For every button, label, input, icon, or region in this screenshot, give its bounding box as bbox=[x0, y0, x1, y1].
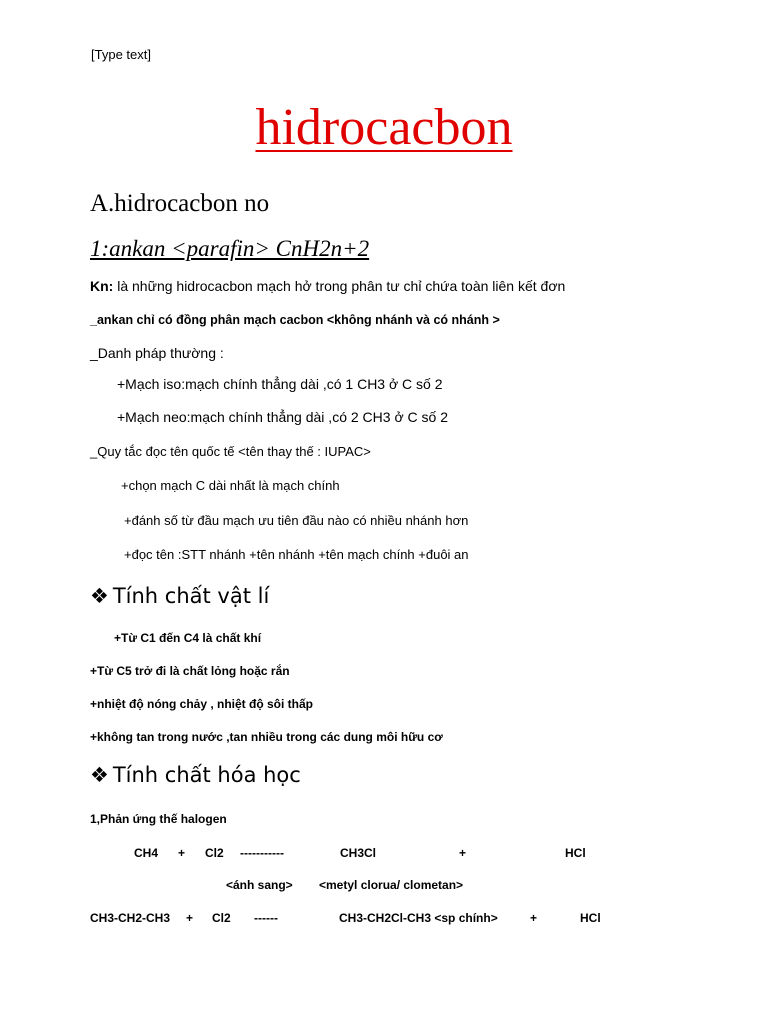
chemical-properties-heading bbox=[90, 763, 301, 787]
definition-label: Kn: bbox=[90, 278, 114, 294]
eq1-plus-1: + bbox=[178, 846, 186, 860]
eq1-product-name: <metyl clorua/ clometan> bbox=[319, 878, 464, 892]
physical-prop-4: +không tan trong nước ,tan nhiều trong các dung môi hữu cơ bbox=[90, 730, 443, 744]
diamond-bullet-icon: ❖ bbox=[90, 584, 109, 608]
eq1-product-1: CH3Cl bbox=[340, 846, 377, 860]
iupac-rule-heading: _Quy tắc đọc tên quốc tế <tên thay thế : IUPAC> bbox=[90, 444, 371, 459]
definition-text: là những hidrocacbon mạch hở trong phân tư chỉ chứa toàn liên kết đơn bbox=[113, 278, 566, 294]
iupac-rule-1: +chọn mạch C dài nhất là mạch chính bbox=[121, 478, 340, 493]
section-a-heading: A.hidrocacbon no bbox=[90, 190, 270, 217]
physical-prop-1: +Từ C1 đến C4 là chất khí bbox=[114, 631, 262, 645]
definition-line bbox=[90, 278, 565, 294]
eq2-reactant-2: Cl2 bbox=[212, 911, 231, 925]
isomer-line: _ankan chỉ có đồng phân mạch cacbon <không nhánh và có nhánh > bbox=[90, 313, 500, 327]
eq2-reactant-1: CH3-CH2-CH3 bbox=[90, 911, 171, 925]
iso-chain: +Mạch iso:mạch chính thẳng dài ,có 1 CH3 ở C số 2 bbox=[117, 376, 443, 392]
eq2-product-2: HCl bbox=[580, 911, 601, 925]
chemical-properties-title: Tính chất hóa học bbox=[112, 763, 301, 787]
neo-chain: +Mạch neo:mạch chính thẳng dài ,có 2 CH3 ở C số 2 bbox=[117, 409, 448, 425]
eq1-reactant-1: CH4 bbox=[134, 846, 159, 860]
eq1-plus-2: + bbox=[459, 846, 467, 860]
eq1-condition: <ánh sang> bbox=[226, 878, 293, 892]
physical-prop-2: +Từ C5 trở đi là chất lỏng hoặc rắn bbox=[90, 664, 290, 678]
iupac-rule-3: +đọc tên :STT nhánh +tên nhánh +tên mạch chính +đuôi an bbox=[124, 547, 469, 562]
eq2-plus-2: + bbox=[530, 911, 538, 925]
diamond-bullet-icon: ❖ bbox=[90, 763, 109, 787]
halogen-reaction-heading: 1,Phản ứng thế halogen bbox=[90, 812, 227, 826]
common-nomenclature: _Danh pháp thường : bbox=[90, 345, 224, 361]
physical-properties-title: Tính chất vật lí bbox=[112, 584, 270, 608]
eq1-product-2: HCl bbox=[565, 846, 586, 860]
physical-properties-heading bbox=[90, 584, 269, 608]
ankan-heading: 1:ankan <parafin> CnH2n+2 bbox=[90, 236, 370, 261]
page-header: [Type text] bbox=[91, 47, 151, 62]
eq1-reactant-2: Cl2 bbox=[205, 846, 224, 860]
eq1-arrow: ----------- bbox=[240, 846, 284, 860]
document-title: hidrocacbon bbox=[255, 99, 513, 156]
physical-prop-3: +nhiệt độ nóng chảy , nhiệt độ sôi thấp bbox=[90, 697, 314, 711]
eq2-product-1: CH3-CH2Cl-CH3 <sp chính> bbox=[339, 911, 498, 925]
iupac-rule-2: +đánh số từ đầu mạch ưu tiên đầu nào có nhiều nhánh hơn bbox=[124, 513, 469, 528]
eq2-arrow: ------ bbox=[254, 911, 278, 925]
eq2-plus-1: + bbox=[186, 911, 194, 925]
